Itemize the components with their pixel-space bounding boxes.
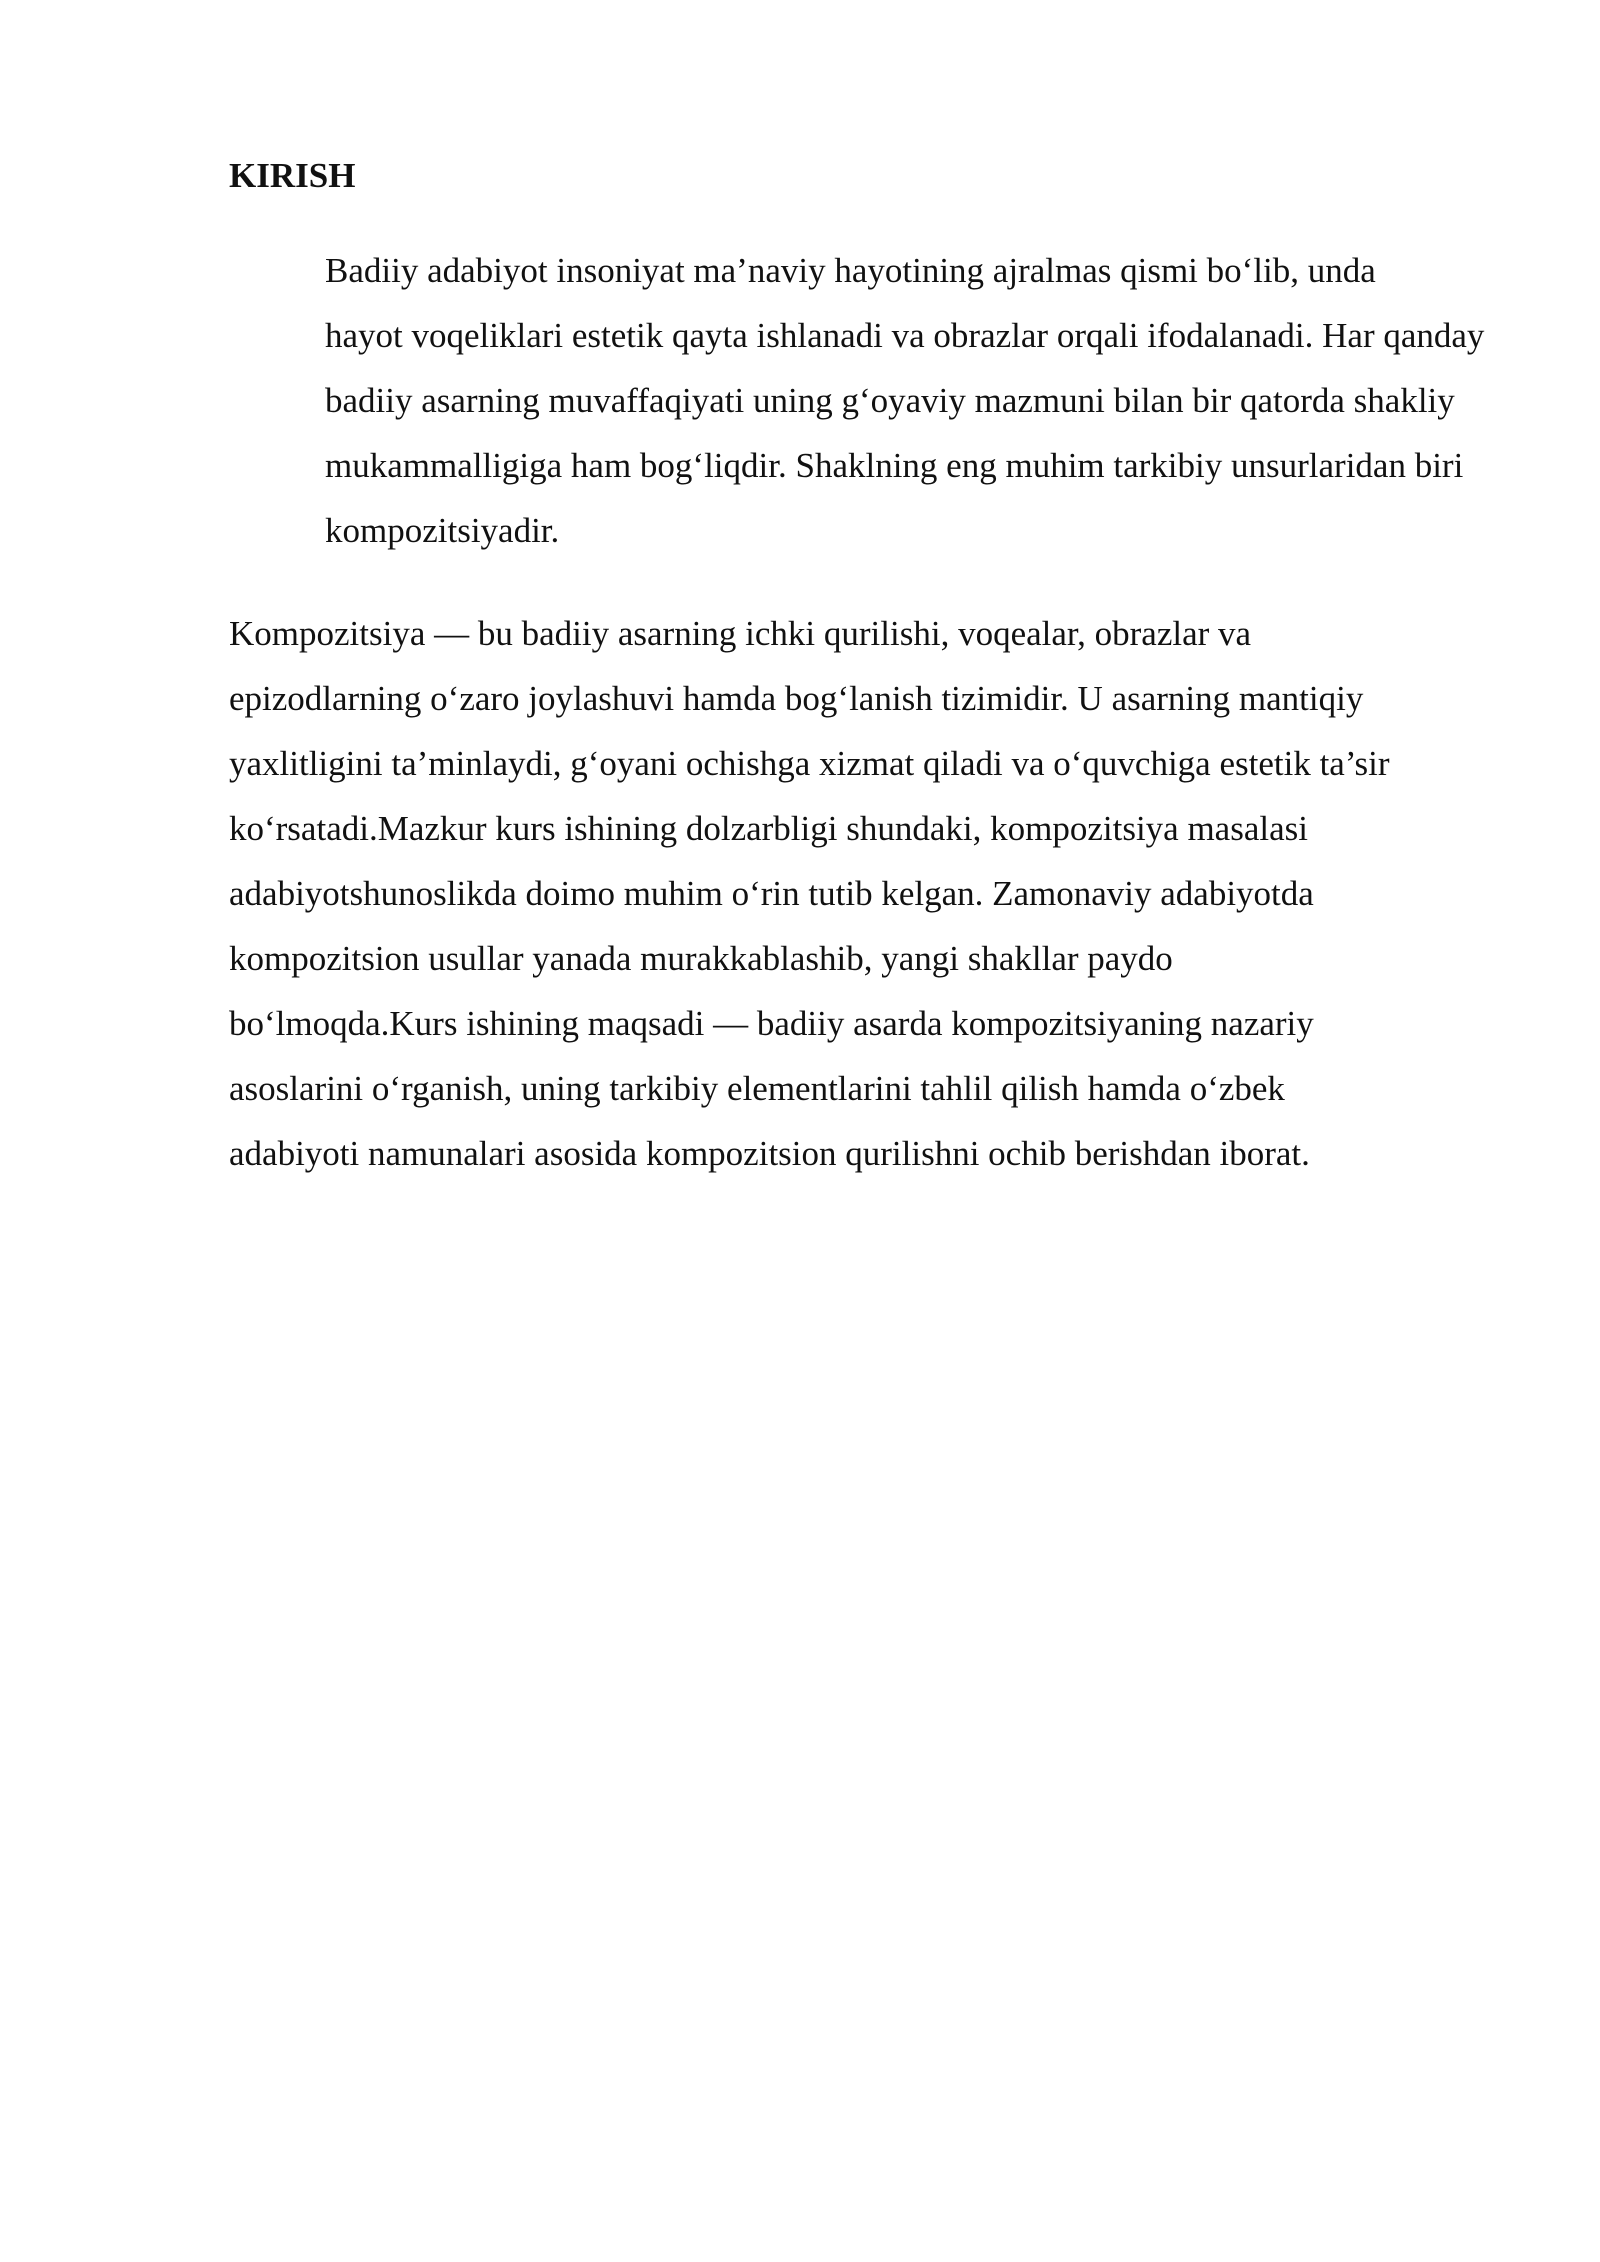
section-heading: KIRISH bbox=[229, 156, 356, 195]
text-line: kompozitsion usullar yanada murakkablashib, yangi shakllar paydo bbox=[229, 939, 1173, 978]
text-line: bo‘lmoqda.Kurs ishining maqsadi — badiiy asarda kompozitsiyaning nazariy bbox=[229, 1004, 1314, 1043]
text-line: badiiy asarning muvaffaqiyati uning g‘oyaviy mazmuni bilan bir qatorda shakliy bbox=[325, 381, 1455, 420]
text-line: Kompozitsiya — bu badiiy asarning ichki qurilishi, voqealar, obrazlar va bbox=[229, 614, 1252, 653]
document-body bbox=[229, 146, 1499, 1186]
text-line: hayot voqeliklari estetik qayta ishlanadi va obrazlar orqali ifodalanadi. Har qanday bbox=[325, 316, 1485, 355]
text-line: ko‘rsatadi.Mazkur kurs ishining dolzarbligi shundaki, kompozitsiya masalasi bbox=[229, 809, 1308, 848]
text-line: mukammalligiga ham bog‘liqdir. Shaklning eng muhim tarkibiy unsurlaridan biri bbox=[325, 446, 1464, 485]
text-line: kompozitsiyadir. bbox=[325, 511, 560, 550]
text-line: adabiyotshunoslikda doimo muhim o‘rin tutib kelgan. Zamonaviy adabiyotda bbox=[229, 874, 1314, 913]
paragraph-intro bbox=[229, 238, 1499, 563]
text-line: adabiyoti namunalari asosida kompozitsion qurilishni ochib berishdan iborat. bbox=[229, 1134, 1310, 1173]
paragraph-composition bbox=[229, 601, 1499, 1186]
text-line: asoslarini o‘rganish, uning tarkibiy elementlarini tahlil qilish hamda o‘zbek bbox=[229, 1069, 1285, 1108]
text-line: epizodlarning o‘zaro joylashuvi hamda bog‘lanish tizimidir. U asarning mantiqiy bbox=[229, 679, 1364, 718]
text-line: Badiiy adabiyot insoniyat ma’naviy hayotining ajralmas qismi bo‘lib, unda bbox=[325, 251, 1376, 290]
text-line: yaxlitligini ta’minlaydi, g‘oyani ochishga xizmat qiladi va o‘quvchiga estetik ta’sir bbox=[229, 744, 1390, 783]
